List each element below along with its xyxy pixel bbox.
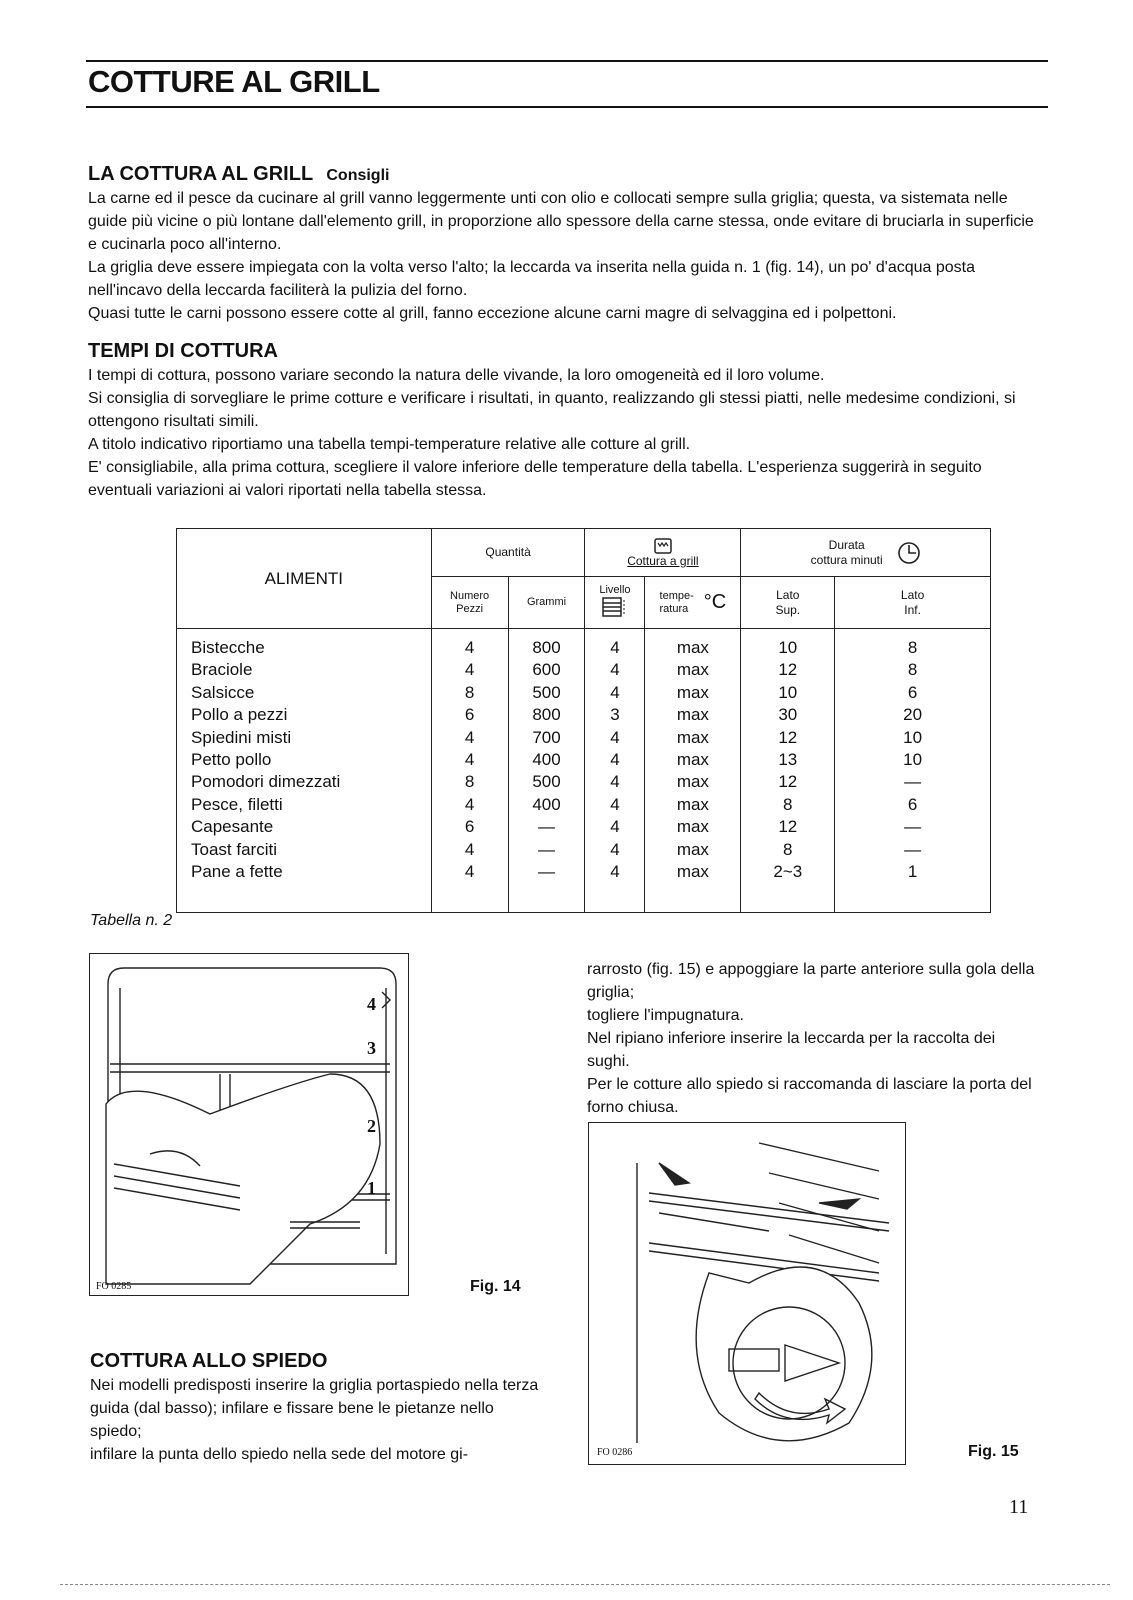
table-cell-grammi: 600: [532, 660, 561, 680]
table-cell-livello: 4: [610, 862, 620, 882]
figure-14-code: FO 0285: [96, 1281, 132, 1292]
section-spit-body-left: Nei modelli predisposti inserire la griglia portaspiedo nella terza guida (dal basso); infilare e fissare bene le pietanze nello spiedo; infilare la punta dello spiedo nella sede del motore gi-: [90, 1377, 539, 1463]
table-cell-pezzi: 8: [464, 772, 475, 792]
table-cell-livello: 3: [610, 705, 620, 725]
table-cell-food: Petto pollo: [191, 750, 272, 770]
table-cell-pezzi: 6: [464, 817, 475, 837]
section-spit-heading: COTTURA ALLO SPIEDO: [90, 1350, 328, 1372]
grill-icon: [654, 538, 672, 554]
table-cell-food: Spiedini misti: [191, 727, 292, 747]
header-durata-line1: Durata: [828, 537, 865, 552]
column-lato-sup: [741, 629, 835, 913]
table-cell-temp: max: [676, 817, 709, 837]
table-cell-temp: max: [676, 705, 709, 725]
table-cell-food: Salsicce: [191, 682, 255, 702]
table-cell-livello: 4: [610, 660, 620, 680]
header-alimenti: ALIMENTI: [177, 529, 432, 629]
section-grill-body: [88, 187, 1038, 325]
table-cell-pezzi: 4: [464, 660, 475, 680]
section-grill-subtitle: Consigli: [326, 167, 390, 184]
header-livello: [585, 577, 645, 629]
table-cell-sup: 13: [778, 750, 798, 770]
header-cottura-label: Cottura a grill: [627, 554, 699, 568]
table-cell-sup: 10: [778, 682, 798, 702]
table-cell-sup: 12: [778, 817, 798, 837]
table-cell-inf: 6: [907, 682, 918, 702]
table-cell-inf: 8: [907, 660, 918, 680]
figure-15-rotisserie: [588, 1122, 906, 1465]
table-cell-grammi: 500: [532, 682, 561, 702]
table-cell-pezzi: 4: [464, 750, 475, 770]
header-temperatura: [645, 577, 741, 629]
table-cell-inf: 6: [907, 794, 918, 814]
column-lato-inf: [835, 629, 991, 913]
table-cell-sup: 10: [778, 638, 798, 657]
paragraph: rarrosto (fig. 15) e appoggiare la parte anteriore sulla gola della griglia;: [587, 961, 1035, 1001]
table-cell-food: Pane a fette: [191, 862, 283, 882]
table-cell-sup: 8: [783, 839, 793, 859]
table-cell-pezzi: 4: [464, 794, 475, 814]
table-cell-temp: max: [676, 862, 709, 882]
table-cell-inf: 10: [903, 750, 923, 770]
table-cell-grammi: 800: [532, 705, 561, 725]
table-cell-temp: max: [676, 660, 709, 680]
section-grill-title: LA COTTURA AL GRILL: [88, 163, 313, 185]
header-numero-line2: Pezzi: [456, 602, 484, 615]
guide-number-1: 1: [367, 1178, 376, 1198]
table-cell-livello: 4: [610, 817, 620, 837]
section-times-heading: TEMPI DI COTTURA: [88, 340, 278, 362]
table-cell-pezzi: 4: [464, 638, 475, 657]
table-cell-temp: max: [676, 638, 709, 657]
paragraph: togliere l'impugnatura.: [587, 1007, 744, 1024]
header-temp-line1: tempe-: [659, 589, 694, 602]
table-cell-grammi: 400: [532, 750, 561, 770]
table-cell-sup: 30: [778, 705, 798, 725]
header-livello-label: Livello: [599, 584, 631, 596]
header-numero-pezzi: [431, 577, 508, 629]
table-cell-sup: 12: [778, 727, 798, 747]
paragraph: La griglia deve essere impiegata con la volta verso l'alto; la leccarda va inserita nella guida n. 1 (fig. 14), un po' d'acqua posta nell'incavo della leccarda faciliterà la pulizia del forno.: [88, 259, 976, 299]
header-lato-sup-line2: Sup.: [775, 602, 801, 617]
section-times-body: [88, 364, 1038, 502]
column-temperatura: [645, 629, 741, 913]
table-cell-livello: 4: [610, 839, 620, 859]
table-cell-temp: max: [676, 794, 709, 814]
cooking-times-table: [176, 528, 991, 913]
column-livello: [585, 629, 645, 913]
header-durata: [741, 529, 991, 577]
header-lato-sup-line1: Lato: [776, 587, 800, 602]
table-caption: Tabella n. 2: [90, 912, 173, 929]
page-number: 11: [1009, 1496, 1029, 1518]
table-cell-temp: max: [676, 839, 709, 859]
table-cell-sup: 8: [783, 794, 793, 814]
table-cell-sup: 12: [778, 660, 798, 680]
paragraph: La carne ed il pesce da cucinare al grill vanno leggermente unti con olio e collocati sempre sulla griglia; questa, va sistemata nelle guide più vicine o più lontane dall'elemento grill, in proporzione allo spessore della carne stessa, onde evitare di bruciarla in superficie e cucinarla poco all'interno.: [88, 190, 1034, 253]
table-cell-food: Braciole: [191, 660, 253, 680]
paragraph: A titolo indicativo riportiamo una tabella tempi-temperature relative alle cotture al grill.: [88, 436, 691, 453]
table-cell-livello: 4: [610, 727, 620, 747]
page-title: COTTURE AL GRILL: [88, 64, 380, 99]
table-cell-temp: max: [676, 750, 709, 770]
table-cell-food: Capesante: [191, 817, 274, 837]
table-cell-livello: 4: [610, 682, 620, 702]
table-cell-sup: 2~3: [773, 862, 803, 882]
figure-15-label: Fig. 15: [968, 1443, 1019, 1460]
table-cell-inf: —: [904, 772, 922, 792]
paragraph: E' consigliabile, alla prima cottura, scegliere il valore inferiore delle temperature della tabella. L'esperienza suggerirà in seguito eventuali variazioni ai valori riportati nella tabella stessa.: [88, 459, 982, 499]
header-temp-line2: ratura: [659, 602, 689, 615]
paragraph: I tempi di cottura, possono variare secondo la natura delle vivande, la loro omogeneità ed il loro volume.: [88, 367, 825, 384]
table-cell-food: Pomodori dimezzati: [191, 772, 341, 792]
table-cell-sup: 12: [778, 772, 798, 792]
figure-14-oven-guides: [89, 953, 409, 1296]
table-cell-grammi: 400: [532, 794, 561, 814]
table-cell-temp: max: [676, 727, 709, 747]
paragraph: Nel ripiano inferiore inserire la leccarda per la raccolta dei sughi.: [587, 1030, 996, 1070]
guide-number-2: 2: [367, 1116, 376, 1136]
table-cell-grammi: 500: [532, 772, 561, 792]
table-cell-livello: 4: [610, 750, 620, 770]
header-temp-unit: °C: [703, 591, 727, 613]
header-quantita: Quantità: [431, 529, 585, 577]
oven-guides-illustration: [90, 954, 408, 1295]
table-cell-temp: max: [676, 682, 709, 702]
paragraph: Quasi tutte le carni possono essere cotte al grill, fanno eccezione alcune carni magre di selvaggina ed i polpettoni.: [88, 305, 897, 322]
table-cell-inf: —: [904, 817, 922, 837]
table-cell-inf: 10: [903, 727, 923, 747]
table-cell-inf: 8: [907, 638, 918, 657]
top-rule: [86, 60, 1048, 62]
table-cell-grammi: —: [538, 817, 556, 837]
table-cell-pezzi: 6: [464, 705, 475, 725]
clock-icon: [897, 541, 921, 565]
table-cell-livello: 4: [610, 794, 620, 814]
header-grammi: Grammi: [508, 577, 585, 629]
header-rule: [86, 106, 1048, 108]
section-grill-heading: [88, 163, 389, 186]
table-cell-grammi: —: [538, 862, 556, 882]
table-cell-pezzi: 4: [464, 727, 475, 747]
column-pezzi: [431, 629, 508, 913]
table-cell-food: Pollo a pezzi: [191, 705, 288, 725]
section-spit-body-right: [587, 958, 1037, 1119]
table-cell-livello: 4: [610, 638, 620, 657]
rotisserie-illustration: [589, 1123, 905, 1464]
table-cell-food: Pesce, filetti: [191, 794, 283, 814]
table-cell-grammi: 700: [532, 727, 561, 747]
header-durata-line2: cottura minuti: [810, 552, 883, 567]
table-cell-grammi: 800: [532, 638, 561, 657]
table-cell-pezzi: 4: [464, 839, 475, 859]
header-lato-sup: [741, 577, 835, 629]
column-grammi: [508, 629, 585, 913]
header-lato-inf-line1: Lato: [900, 587, 925, 602]
figure-15-code: FO 0286: [597, 1447, 633, 1458]
column-alimenti: [177, 629, 432, 913]
table-cell-pezzi: 8: [464, 682, 475, 702]
table-cell-temp: max: [676, 772, 709, 792]
table-cell-grammi: —: [538, 839, 556, 859]
guide-number-3: 3: [367, 1038, 376, 1058]
table-cell-inf: 1: [907, 862, 918, 882]
bottom-edge-line: [60, 1584, 1110, 1585]
guide-number-4: 4: [367, 994, 376, 1014]
table-cell-food: Toast farciti: [191, 839, 277, 859]
table-cell-inf: —: [904, 839, 922, 859]
paragraph: Si consiglia di sorvegliare le prime cotture e verificare i risultati, in quanto, realizzando gli stessi piatti, nelle medesime condizioni, si ottengono risultati simili.: [88, 390, 1016, 430]
header-numero-line1: Numero: [450, 589, 490, 602]
paragraph: Per le cotture allo spiedo si raccomanda di lasciare la porta del forno chiusa.: [587, 1076, 1032, 1116]
header-lato-inf: [835, 577, 991, 629]
shelf-level-icon: [602, 597, 628, 617]
figure-14-label: Fig. 14: [470, 1278, 521, 1295]
table-cell-pezzi: 4: [464, 862, 475, 882]
header-lato-inf-line2: Inf.: [904, 602, 921, 617]
table-cell-inf: 20: [903, 705, 923, 725]
table-cell-food: Bistecche: [191, 638, 265, 657]
header-cottura: [585, 529, 741, 577]
table-cell-livello: 4: [610, 772, 620, 792]
